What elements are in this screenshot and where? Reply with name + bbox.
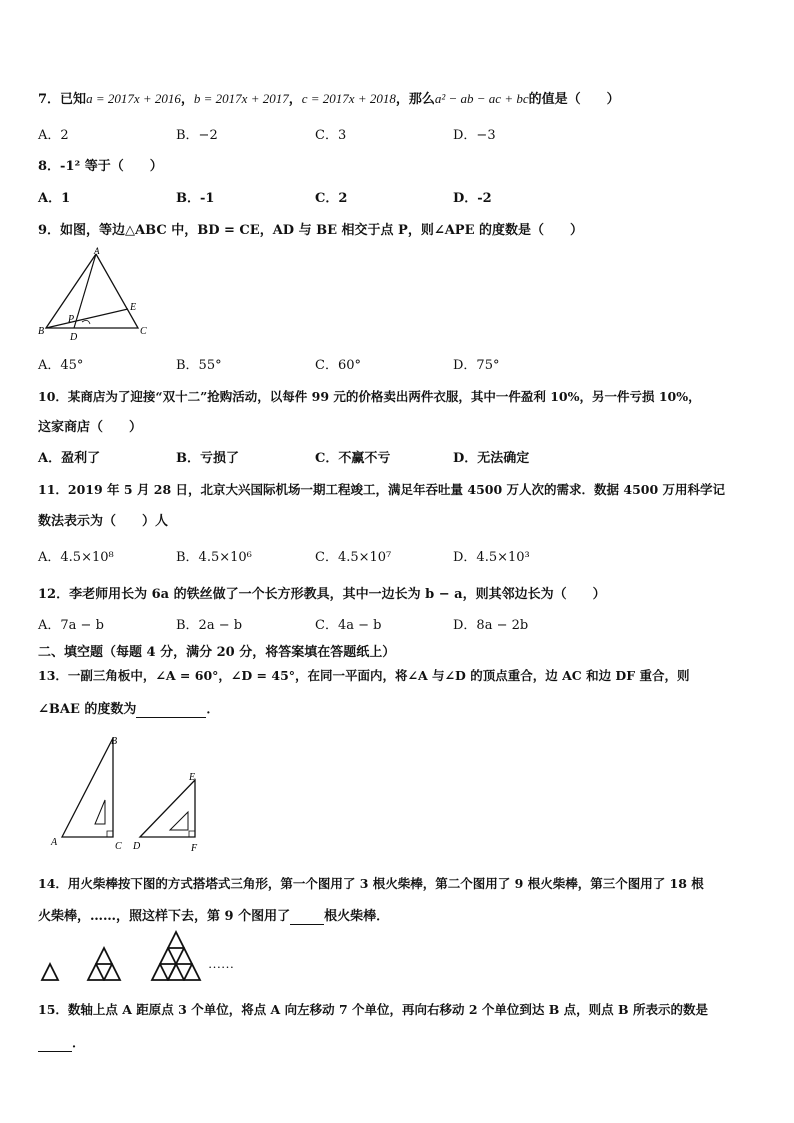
q12-option-c[interactable]: C．4a − b	[315, 618, 382, 633]
q12-option-d[interactable]: D．8a − 2b	[453, 618, 529, 633]
q9-option-b[interactable]: B．55°	[176, 358, 222, 373]
q7-a-expr: a = 2017x + 2016	[86, 91, 181, 106]
q13-label-a: A	[51, 837, 58, 848]
q15-stem-line2	[38, 1032, 85, 1052]
q12-option-b[interactable]: B．2a − b	[176, 618, 243, 633]
q15-period: ．	[72, 1036, 86, 1051]
q14-stem-line2	[38, 905, 389, 925]
q13-text: ∠BAE 的度数为	[38, 702, 137, 717]
q13-label-f: F	[191, 843, 198, 854]
q8-option-b[interactable]: B．-1	[176, 191, 215, 206]
q7-text-3: 的值是（ ）	[528, 92, 620, 107]
q12-option-a[interactable]: A．7a − b	[38, 618, 104, 633]
q11-option-d[interactable]: D．4.5×10³	[453, 550, 530, 565]
q7-option-b[interactable]: B．−2	[176, 128, 218, 143]
q10-option-c[interactable]: C．不赢不亏	[315, 451, 391, 466]
q12-stem: 12．李老师用长为 6a 的铁丝做了一个长方形教具，其中一边长为 b − a，则其邻边长为（ ）	[38, 587, 606, 602]
q8-option-a[interactable]: A．1	[38, 191, 71, 206]
q13-label-d: D	[133, 841, 141, 852]
q9-label-b: B	[38, 326, 45, 337]
q9-option-d[interactable]: D．75°	[453, 358, 500, 373]
q9-stem: 9．如图，等边△ABC 中，BD = CE，AD 与 BE 相交于点 P，则∠APE 的度数是（ ）	[38, 223, 584, 238]
q13-label-b: B	[111, 736, 118, 747]
q9-label-e: E	[130, 302, 137, 313]
q10-option-d[interactable]: D．无法确定	[453, 451, 530, 466]
q13-period: ．	[206, 702, 220, 717]
q9-option-c[interactable]: C．60°	[315, 358, 361, 373]
q10-stem-line1: 10．某商店为了迎接“双十二”抢购活动，以每件 99 元的价格卖出两件衣服，其中一件盈利 10%，另一件亏损 10%，	[38, 389, 701, 404]
q7-option-a[interactable]: A．2	[38, 128, 69, 143]
q9-label-c: C	[140, 326, 147, 337]
q14-matchstick-figure	[36, 930, 246, 986]
q7-c-expr: c = 2017x + 2018	[301, 91, 396, 106]
q13-stem-line1: 13．一副三角板中，∠A = 60°，∠D = 45°，在同一平面内，将∠A 与∠D 的顶点重合，边 AC 和边 DF 重合，则	[38, 668, 690, 683]
q14-stem-line1: 14．用火柴棒按下图的方式搭塔式三角形，第一个图用了 3 根火柴棒，第二个图用了 9 根火柴棒，第三个图用了 18 根	[38, 876, 704, 891]
q9-label-p: P	[68, 314, 75, 325]
q14-answer-blank[interactable]	[290, 909, 324, 925]
q13-answer-blank[interactable]	[136, 702, 206, 718]
q9-label-d: D	[70, 332, 78, 342]
q7-option-c[interactable]: C．3	[315, 128, 347, 143]
q7-stem: 7．已知a = 2017x + 2016，b = 2017x + 2017，c = 2017x + 2018，那么a² − ab − ac + bc的值是（ ）	[38, 91, 620, 107]
q7-b-expr: b = 2017x + 2017	[193, 91, 289, 106]
q8-stem: 8．-1² 等于（ ）	[38, 159, 163, 174]
q10-option-a[interactable]: A．盈利了	[38, 451, 101, 466]
q15-stem-line1: 15．数轴上点 A 距原点 3 个单位，将点 A 向左移动 7 个单位，再向右移动 2 个单位到达 B 点，则点 B 所表示的数是	[38, 1002, 708, 1017]
q11-option-b[interactable]: B．4.5×10⁶	[176, 550, 252, 565]
q14-ellipsis: ……	[208, 956, 234, 971]
q14-text: 火柴棒，……，照这样下去，第 9 个图用了	[38, 909, 291, 924]
q14-text-end: 根火柴棒．	[324, 909, 390, 924]
q13-stem-line2	[38, 698, 219, 718]
q7-number: 7．	[38, 92, 61, 107]
q10-option-b[interactable]: B．亏损了	[176, 451, 239, 466]
q13-label-e: E	[189, 772, 196, 783]
q11-stem-line1: 11．2019 年 5 月 28 日，北京大兴国际机场一期工程竣工，满足年吞吐量 4500 万人次的需求．数据 4500 万用科学记	[38, 482, 726, 497]
q9-option-a[interactable]: A．45°	[38, 358, 84, 373]
q13-set-squares-figure	[45, 730, 225, 855]
section-fill-in-heading: 二、填空题（每题 4 分，满分 20 分，将答案填在答题纸上）	[38, 645, 396, 660]
q9-triangle-figure	[38, 246, 158, 342]
q7-expression: a² − ab − ac + bc	[434, 91, 529, 106]
q11-stem-line2: 数法表示为（ ）人	[38, 514, 169, 529]
q7-text-2: ，那么	[395, 92, 435, 107]
q13-label-c: C	[115, 841, 122, 852]
q7-option-d[interactable]: D．−3	[453, 128, 496, 143]
q11-option-c[interactable]: C．4.5×10⁷	[315, 550, 392, 565]
q11-option-a[interactable]: A．4.5×10⁸	[38, 550, 114, 565]
q8-option-c[interactable]: C．2	[315, 191, 348, 206]
q10-stem-line2: 这家商店（ ）	[38, 420, 143, 435]
q8-option-d[interactable]: D．-2	[453, 191, 492, 206]
q9-label-a: A	[94, 246, 100, 256]
q7-text-1: 已知	[60, 92, 87, 107]
q15-answer-blank[interactable]	[38, 1036, 72, 1052]
